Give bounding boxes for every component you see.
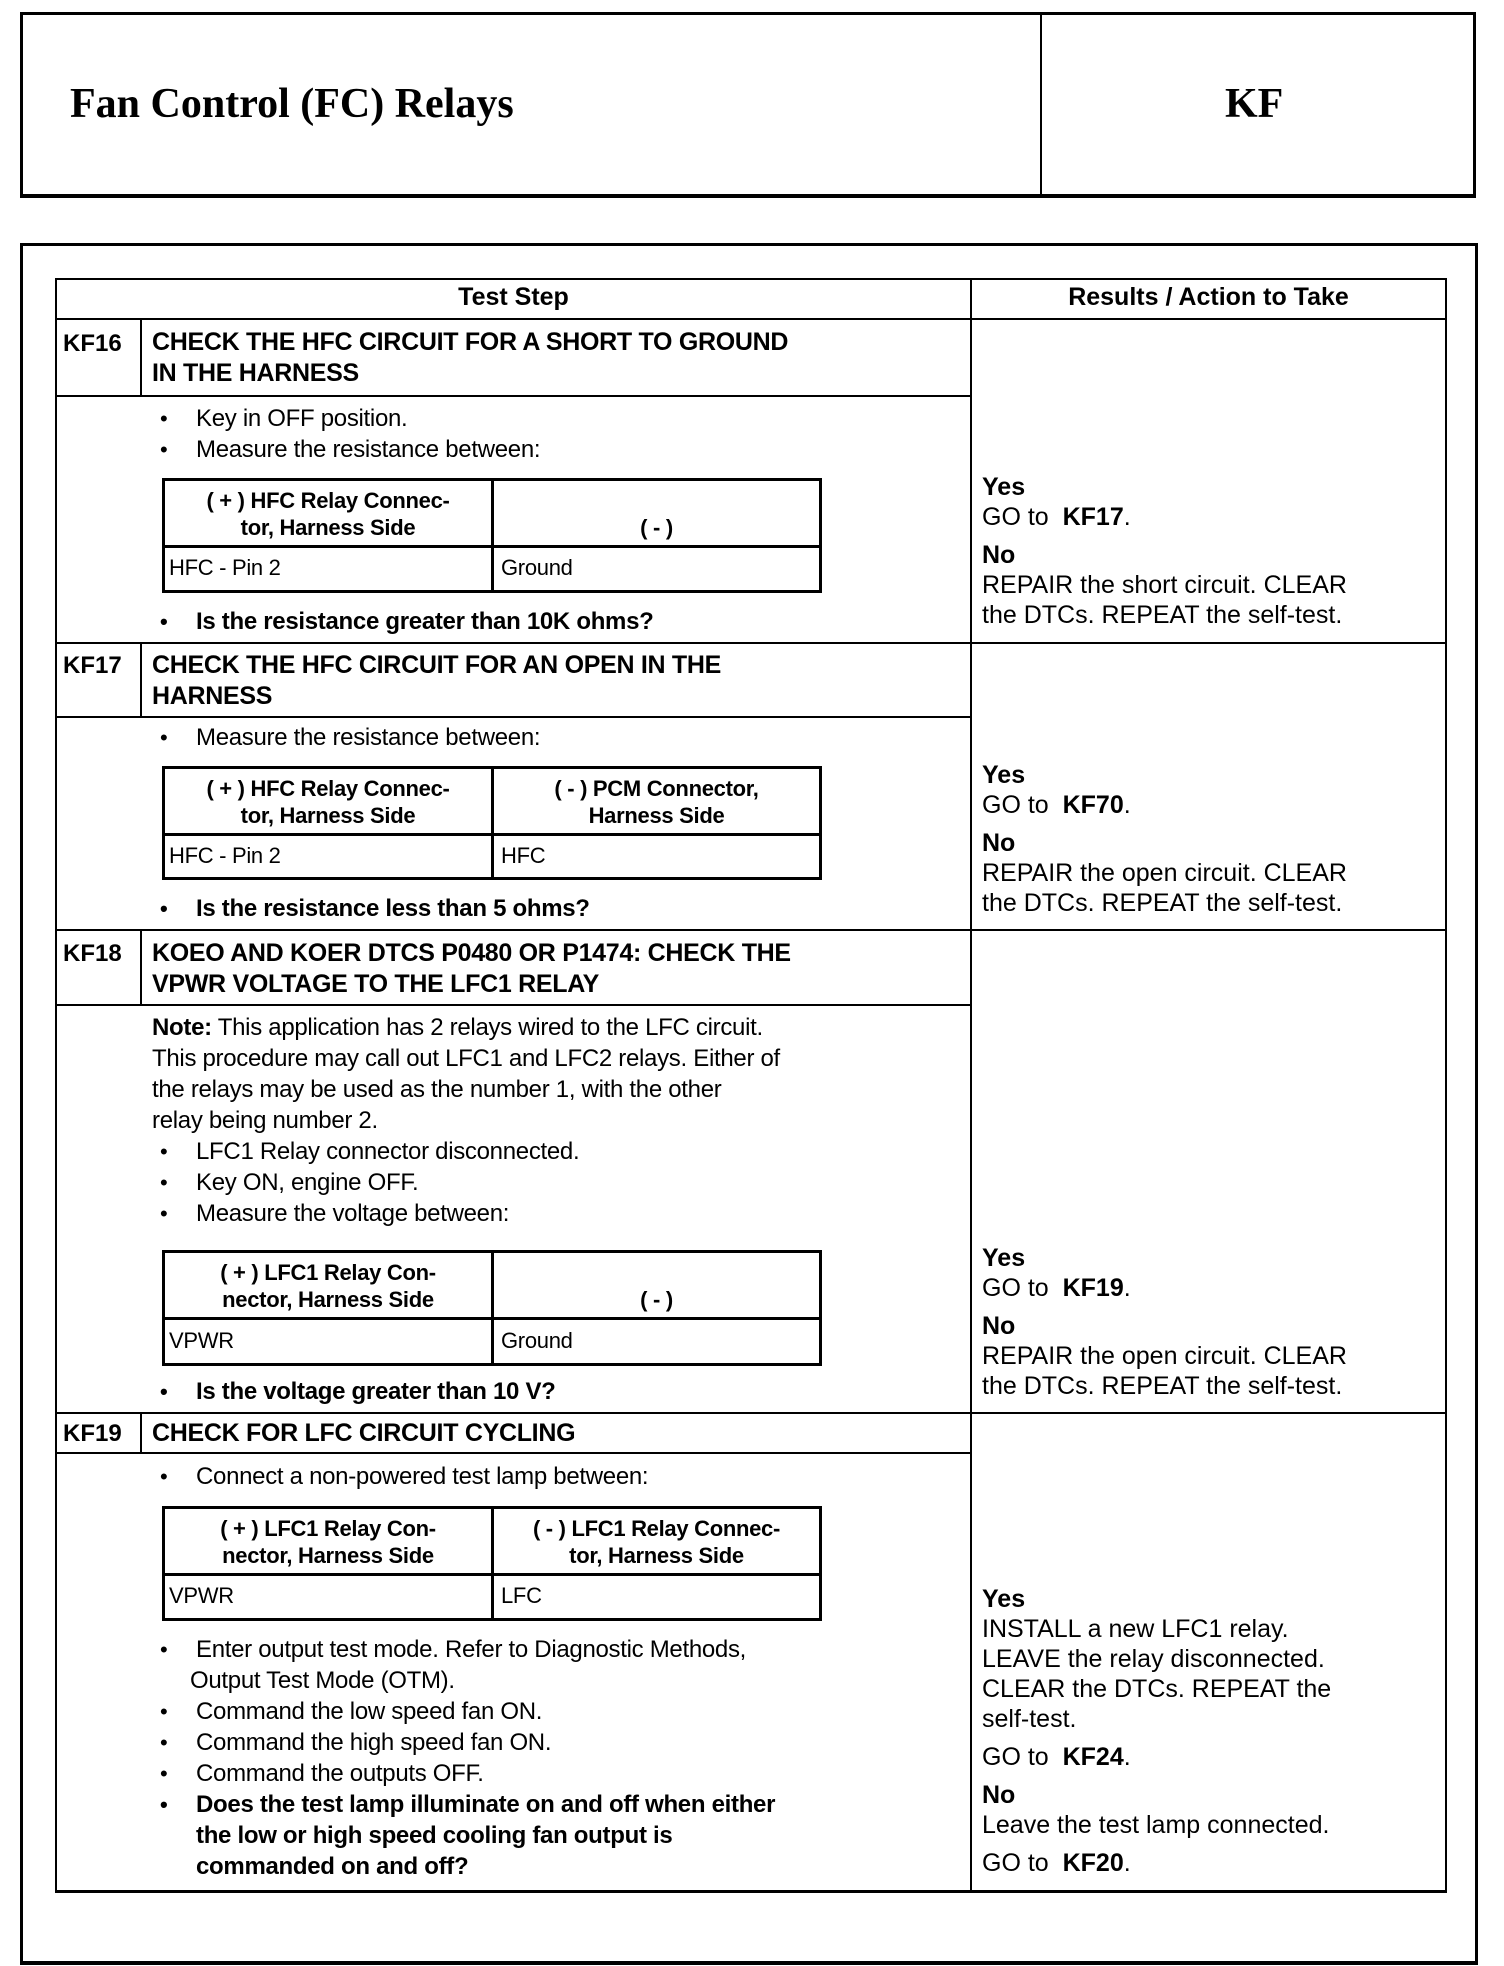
goto-link[interactable]: KF24 bbox=[1062, 1743, 1124, 1771]
instruction-bullet: • Measure the resistance between: bbox=[152, 434, 962, 465]
goto-link[interactable]: KF17 bbox=[1062, 503, 1124, 531]
yes-label: Yes bbox=[982, 1244, 1026, 1272]
step-results: Yes GO to KF70. No REPAIR the open circuit. CLEAR the DTCs. REPEAT the self-test. bbox=[982, 760, 1442, 918]
goto-link[interactable]: KF70 bbox=[1062, 791, 1124, 819]
test-question: • Does the test lamp illuminate on and off when either the low or high speed cooling fan output is commanded on and off? bbox=[152, 1789, 962, 1882]
section-code: KF bbox=[1225, 81, 1284, 127]
step-instructions bbox=[152, 1136, 962, 1229]
step-instructions-after: • Enter output test mode. Refer to Diagnostic Methods, Output Test Mode (OTM). • Command the low speed fan ON. • Command the high speed fan ON. • Command the outputs OFF. • Does the test lamp illuminate on and off when either the low or high speed cooling fan output is commanded on and off? bbox=[152, 1634, 962, 1882]
step-results: Yes GO to KF17. No REPAIR the short circuit. CLEAR the DTCs. REPEAT the self-test. bbox=[982, 472, 1442, 630]
step-instructions bbox=[152, 1461, 962, 1492]
measurement-table: ( + ) HFC Relay Connec- tor, Harness Side ( - ) HFC - Pin 2 Ground bbox=[162, 478, 822, 593]
yes-label: Yes bbox=[982, 473, 1026, 501]
measurement-table: ( + ) LFC1 Relay Con- nector, Harness Side ( - ) VPWR Ground bbox=[162, 1250, 822, 1366]
instruction-bullet: • Measure the resistance between: bbox=[152, 722, 962, 753]
step-id: KF18 bbox=[63, 940, 122, 967]
step-instructions bbox=[152, 403, 962, 465]
instruction-bullet: • Command the low speed fan ON. bbox=[152, 1696, 962, 1727]
yes-label: Yes bbox=[982, 761, 1026, 789]
instruction-bullet: • Command the high speed fan ON. bbox=[152, 1727, 962, 1758]
step-instructions bbox=[152, 722, 962, 753]
instruction-bullet: • Connect a non-powered test lamp between: bbox=[152, 1461, 962, 1492]
step-title: CHECK THE HFC CIRCUIT FOR A SHORT TO GROUND IN THE HARNESS bbox=[152, 328, 789, 387]
goto-link[interactable]: KF20 bbox=[1062, 1849, 1124, 1877]
step-title: KOEO AND KOER DTCS P0480 OR P1474: CHECK THE VPWR VOLTAGE TO THE LFC1 RELAY bbox=[152, 939, 791, 998]
step-results: Yes INSTALL a new LFC1 relay. LEAVE the relay disconnected. CLEAR the DTCs. REPEAT the self-test. GO to KF24. No Leave the test lamp connected. GO to KF20. bbox=[982, 1584, 1442, 1878]
test-question: • Is the voltage greater than 10 V? bbox=[152, 1376, 962, 1407]
no-label: No bbox=[982, 829, 1016, 857]
instruction-bullet: • Command the outputs OFF. bbox=[152, 1758, 962, 1789]
instruction-bullet: • Enter output test mode. Refer to Diagnostic Methods, bbox=[152, 1634, 962, 1665]
measurement-table: ( + ) LFC1 Relay Con- nector, Harness Side ( - ) LFC1 Relay Connec- tor, Harness Side VPWR LFC bbox=[162, 1506, 822, 1621]
step-id: KF19 bbox=[63, 1420, 122, 1447]
no-label: No bbox=[982, 1312, 1016, 1340]
column-header-test-step: Test Step bbox=[458, 283, 569, 311]
no-label: No bbox=[982, 541, 1016, 569]
goto-link[interactable]: KF19 bbox=[1062, 1274, 1124, 1302]
test-question: • Is the resistance greater than 10K ohms? bbox=[152, 606, 962, 637]
instruction-bullet: • Measure the voltage between: bbox=[152, 1198, 962, 1229]
column-header-results: Results / Action to Take bbox=[1068, 283, 1349, 311]
yes-label: Yes bbox=[982, 1585, 1026, 1613]
step-id: KF17 bbox=[63, 652, 122, 679]
step-note: Note: This application has 2 relays wired to the LFC circuit. This procedure may call out LFC1 and LFC2 relays. Either of the relays may be used as the number 1, with the other relay being number 2. bbox=[152, 1014, 780, 1134]
instruction-bullet: • Key in OFF position. bbox=[152, 403, 962, 434]
no-label: No bbox=[982, 1781, 1016, 1809]
step-id: KF16 bbox=[63, 330, 122, 357]
test-question: • Is the resistance less than 5 ohms? bbox=[152, 893, 962, 924]
header-divider bbox=[1040, 12, 1042, 198]
step-title: CHECK THE HFC CIRCUIT FOR AN OPEN IN THE HARNESS bbox=[152, 651, 722, 710]
instruction-bullet: • Key ON, engine OFF. bbox=[152, 1167, 962, 1198]
step-title: CHECK FOR LFC CIRCUIT CYCLING bbox=[152, 1419, 576, 1447]
note-label: Note: bbox=[152, 1014, 212, 1041]
instruction-bullet: • LFC1 Relay connector disconnected. bbox=[152, 1136, 962, 1167]
step-results: Yes GO to KF19. No REPAIR the open circuit. CLEAR the DTCs. REPEAT the self-test. bbox=[982, 1243, 1442, 1401]
measurement-table: ( + ) HFC Relay Connec- tor, Harness Side ( - ) PCM Connector, Harness Side HFC - Pin 2 HFC bbox=[162, 766, 822, 880]
page-title: Fan Control (FC) Relays bbox=[70, 81, 514, 127]
